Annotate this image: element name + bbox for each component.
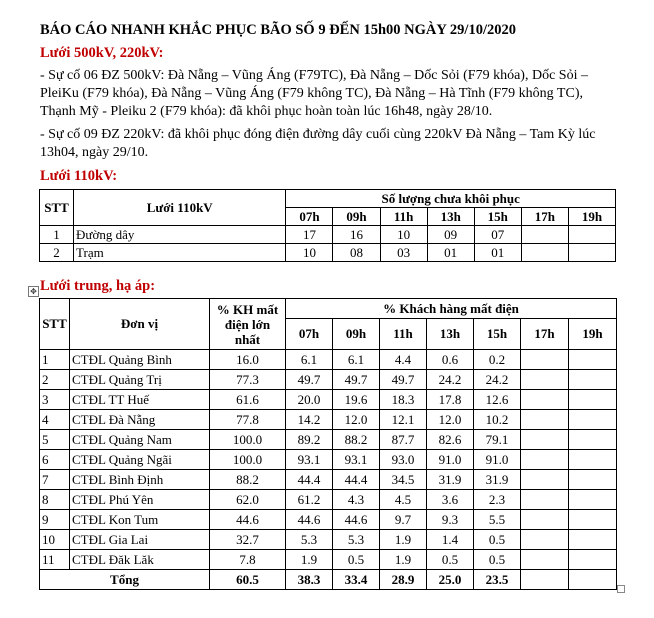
total-value: 38.3: [286, 570, 333, 590]
table-row: [40, 550, 617, 570]
row-value: [521, 226, 568, 244]
section-heading-500-220kv: Lưới 500kV, 220kV:: [40, 45, 164, 61]
row-value: [521, 430, 569, 450]
table-row: [40, 370, 617, 390]
row-value: [568, 226, 615, 244]
row-value: 17.8: [427, 390, 474, 410]
row-value: [568, 244, 615, 262]
row-value: 4.4: [380, 350, 427, 370]
total-value: 28.9: [380, 570, 427, 590]
row-value: 44.4: [286, 470, 333, 490]
row-unit: CTĐL Gia Lai: [70, 530, 210, 550]
table-mv-lv: [39, 298, 617, 590]
row-value: 24.2: [474, 370, 521, 390]
row-max-pct: 61.6: [210, 390, 286, 410]
row-unit: CTĐL Kon Tum: [70, 510, 210, 530]
total-value: 23.5: [474, 570, 521, 590]
header-time: 09h: [333, 208, 380, 226]
row-unit: CTĐL TT Huế: [70, 390, 210, 410]
table-row: [40, 390, 617, 410]
row-value: 91.0: [474, 450, 521, 470]
table-row: [40, 350, 617, 370]
row-value: 6.1: [286, 350, 333, 370]
row-value: 12.1: [380, 410, 427, 430]
row-stt: 5: [40, 430, 70, 450]
header-time: 13h: [427, 208, 474, 226]
row-value: 4.3: [333, 490, 380, 510]
row-value: 16: [333, 226, 380, 244]
row-value: 4.5: [380, 490, 427, 510]
row-value: [521, 410, 569, 430]
row-value: 10: [380, 226, 427, 244]
row-value: 07: [474, 226, 521, 244]
row-max-pct: 100.0: [210, 430, 286, 450]
row-value: 0.5: [333, 550, 380, 570]
row-value: 18.3: [380, 390, 427, 410]
row-value: 01: [474, 244, 521, 262]
row-max-pct: 62.0: [210, 490, 286, 510]
row-value: [569, 470, 617, 490]
header-stt: STT: [40, 299, 70, 350]
row-value: 34.5: [380, 470, 427, 490]
row-value: 82.6: [427, 430, 474, 450]
row-unit: CTĐL Quảng Trị: [70, 370, 210, 390]
row-value: 44.6: [286, 510, 333, 530]
total-max-pct: 60.5: [210, 570, 286, 590]
row-stt: 8: [40, 490, 70, 510]
row-value: 88.2: [333, 430, 380, 450]
row-value: 0.6: [427, 350, 474, 370]
row-stt: 4: [40, 410, 70, 430]
row-value: 10.2: [474, 410, 521, 430]
row-value: [521, 530, 569, 550]
row-value: 49.7: [286, 370, 333, 390]
row-max-pct: 77.3: [210, 370, 286, 390]
row-max-pct: 16.0: [210, 350, 286, 370]
row-stt: 6: [40, 450, 70, 470]
row-stt: 3: [40, 390, 70, 410]
row-value: [569, 370, 617, 390]
row-value: [569, 430, 617, 450]
row-value: [569, 350, 617, 370]
row-max-pct: 100.0: [210, 450, 286, 470]
row-value: 5.5: [474, 510, 521, 530]
row-value: [521, 470, 569, 490]
row-value: 93.1: [286, 450, 333, 470]
row-max-pct: 7.8: [210, 550, 286, 570]
row-name: Đường dây: [74, 226, 286, 244]
table-row: [40, 490, 617, 510]
row-value: 12.6: [474, 390, 521, 410]
header-time: 19h: [568, 208, 615, 226]
row-value: 0.2: [474, 350, 521, 370]
header-time: 15h: [474, 208, 521, 226]
row-value: 24.2: [427, 370, 474, 390]
row-unit: CTĐL Phú Yên: [70, 490, 210, 510]
row-value: 03: [380, 244, 427, 262]
row-value: [521, 390, 569, 410]
total-label: Tổng: [40, 570, 210, 590]
total-value: 25.0: [427, 570, 474, 590]
row-max-pct: 88.2: [210, 470, 286, 490]
row-value: 14.2: [286, 410, 333, 430]
header-time: 19h: [569, 319, 617, 350]
total-value: [569, 570, 617, 590]
row-value: 10: [286, 244, 333, 262]
row-value: 9.3: [427, 510, 474, 530]
row-value: 31.9: [427, 470, 474, 490]
row-value: 49.7: [380, 370, 427, 390]
row-stt: 2: [40, 370, 70, 390]
total-value: [521, 570, 569, 590]
row-value: 89.2: [286, 430, 333, 450]
header-stt: STT: [40, 190, 74, 226]
table-row: [40, 410, 617, 430]
row-value: 1.9: [286, 550, 333, 570]
row-value: 01: [427, 244, 474, 262]
row-value: 79.1: [474, 430, 521, 450]
row-unit: CTĐL Quảng Bình: [70, 350, 210, 370]
row-unit: CTĐL Đăk Lăk: [70, 550, 210, 570]
row-unit: CTĐL Đà Nẵng: [70, 410, 210, 430]
row-value: 93.1: [333, 450, 380, 470]
row-value: [569, 410, 617, 430]
row-max-pct: 77.8: [210, 410, 286, 430]
row-value: 08: [333, 244, 380, 262]
row-value: [521, 350, 569, 370]
row-value: 12.0: [333, 410, 380, 430]
row-value: 1.4: [427, 530, 474, 550]
header-time: 07h: [286, 208, 333, 226]
table-row: [40, 510, 617, 530]
row-stt: 9: [40, 510, 70, 530]
paragraph-220kv-incidents: - Sự cố 09 ĐZ 220kV: đã khôi phục đóng điện đường dây cuối cùng 220kV Đà Nẵng – Tam Kỳ lúc 13h04, ngày 29/10.: [40, 127, 596, 160]
row-value: [569, 390, 617, 410]
row-value: [521, 450, 569, 470]
row-value: 09: [427, 226, 474, 244]
row-value: 91.0: [427, 450, 474, 470]
table-110kv-body: [40, 226, 616, 262]
table-row: [40, 430, 617, 450]
row-value: 0.5: [427, 550, 474, 570]
row-value: 0.5: [474, 550, 521, 570]
header-time: 11h: [380, 319, 427, 350]
header-time: 07h: [286, 319, 333, 350]
row-value: 44.6: [333, 510, 380, 530]
row-value: 12.0: [427, 410, 474, 430]
row-value: 17: [286, 226, 333, 244]
row-value: 49.7: [333, 370, 380, 390]
table-row: [40, 470, 617, 490]
row-value: 44.4: [333, 470, 380, 490]
row-value: 19.6: [333, 390, 380, 410]
row-stt: 2: [40, 244, 74, 262]
resize-handle-icon[interactable]: [617, 585, 625, 593]
table-row: [40, 530, 617, 550]
header-time: 13h: [427, 319, 474, 350]
row-stt: 10: [40, 530, 70, 550]
row-value: 5.3: [333, 530, 380, 550]
table-row: [40, 450, 617, 470]
row-value: 93.0: [380, 450, 427, 470]
row-value: [521, 244, 568, 262]
table-mv-lv-body: [40, 350, 617, 590]
table-row: [40, 226, 616, 244]
total-value: 33.4: [333, 570, 380, 590]
header-time: 17h: [521, 319, 569, 350]
row-stt: 1: [40, 350, 70, 370]
table-row: [40, 244, 616, 262]
row-stt: 1: [40, 226, 74, 244]
header-time: 17h: [521, 208, 568, 226]
header-grid-110kv: Lưới 110kV: [74, 190, 286, 226]
table-110kv: [39, 189, 616, 262]
row-stt: 7: [40, 470, 70, 490]
row-name: Trạm: [74, 244, 286, 262]
row-value: 31.9: [474, 470, 521, 490]
row-value: [569, 490, 617, 510]
row-value: 87.7: [380, 430, 427, 450]
row-value: 0.5: [474, 530, 521, 550]
row-max-pct: 32.7: [210, 530, 286, 550]
row-value: 3.6: [427, 490, 474, 510]
row-value: 6.1: [333, 350, 380, 370]
row-unit: CTĐL Quảng Nam: [70, 430, 210, 450]
header-time: 15h: [474, 319, 521, 350]
paragraph-500kv-incidents: - Sự cố 06 ĐZ 500kV: Đà Nẵng – Vũng Áng (F79TC), Đà Nẵng – Dốc Sỏi (F79 khóa), Dốc Sỏi – PleiKu (F79 khóa), Đà Nẵng – Vũng Áng (F79 không TC), Đà Nẵng – Hà Tĩnh (F79 không TC), Thạnh Mỹ - Pleiku 2 (F79 khóa): đã khôi phục hoàn toàn lúc 16h48, ngày 28/10.: [40, 68, 588, 119]
section-heading-110kv: Lưới 110kV:: [40, 168, 118, 184]
row-max-pct: 44.6: [210, 510, 286, 530]
row-value: [521, 370, 569, 390]
row-stt: 11: [40, 550, 70, 570]
row-value: 2.3: [474, 490, 521, 510]
row-value: 5.3: [286, 530, 333, 550]
report-title: BÁO CÁO NHANH KHẮC PHỤC BÃO SỐ 9 ĐẾN 15h00 NGÀY 29/10/2020: [40, 22, 516, 38]
header-unrecovered-count: Số lượng chưa khôi phục: [286, 190, 616, 208]
row-value: 9.7: [380, 510, 427, 530]
row-value: 1.9: [380, 530, 427, 550]
header-time: 09h: [333, 319, 380, 350]
total-row: [40, 570, 617, 590]
header-customer-outage-pct: % Khách hàng mất điện: [286, 299, 617, 319]
header-max-outage-pct: % KH mất điện lớn nhất: [210, 299, 286, 350]
row-value: 61.2: [286, 490, 333, 510]
row-unit: CTĐL Bình Định: [70, 470, 210, 490]
row-value: [569, 450, 617, 470]
row-unit: CTĐL Quảng Ngãi: [70, 450, 210, 470]
header-time: 11h: [380, 208, 427, 226]
section-heading-mv-lv: Lưới trung, hạ áp:: [40, 278, 156, 294]
row-value: [569, 550, 617, 570]
row-value: 20.0: [286, 390, 333, 410]
move-arrows-icon[interactable]: ✥: [28, 286, 39, 297]
row-value: [521, 510, 569, 530]
row-value: [569, 510, 617, 530]
row-value: [521, 490, 569, 510]
row-value: [521, 550, 569, 570]
row-value: [569, 530, 617, 550]
header-unit: Đơn vị: [70, 299, 210, 350]
row-value: 1.9: [380, 550, 427, 570]
